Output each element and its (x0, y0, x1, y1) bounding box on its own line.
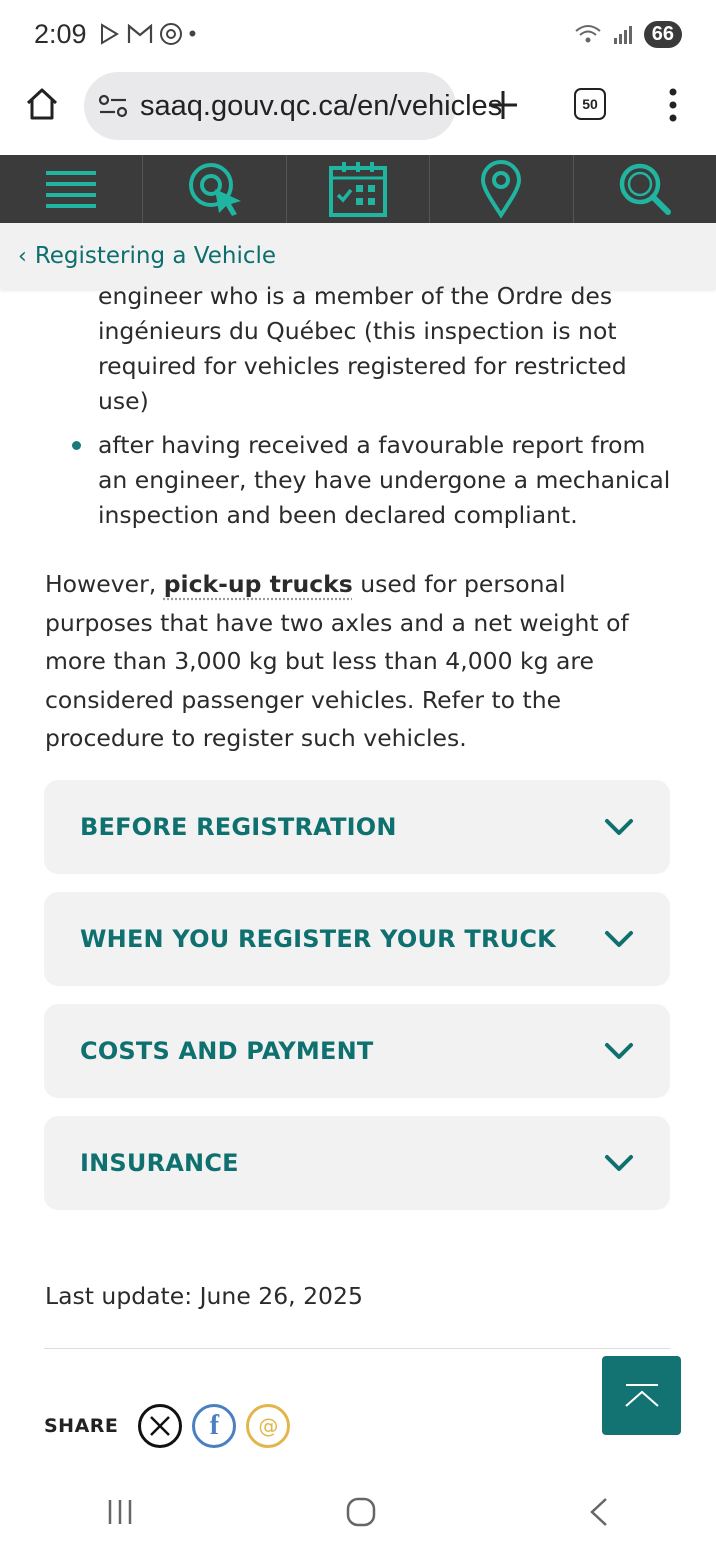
online-services-button[interactable] (143, 155, 286, 223)
para-lead: However, (45, 570, 157, 598)
facebook-icon: f (209, 1410, 220, 1441)
search-button[interactable] (574, 155, 716, 223)
more-options-icon[interactable] (666, 86, 680, 124)
chevron-down-icon (604, 817, 634, 837)
chevron-down-icon (604, 929, 634, 949)
accordion-title: WHEN YOU REGISTER YOUR TRUCK (80, 925, 556, 953)
tab-switcher-button[interactable] (574, 88, 606, 120)
home-nav-icon[interactable] (345, 1496, 377, 1528)
accordion-title: BEFORE REGISTRATION (80, 813, 397, 841)
divider (44, 1348, 670, 1349)
share-x-button[interactable] (138, 1404, 182, 1448)
para-line: purposes that have two axles and a net weight of (45, 608, 629, 637)
email-icon: @ (258, 1414, 279, 1438)
bullet-2-line: an engineer, they have undergone a mechanical (98, 466, 671, 494)
chevron-left-icon: ‹ (18, 243, 27, 269)
threads-icon (159, 22, 183, 46)
bullet-1-line: use) (98, 387, 149, 415)
site-settings-icon[interactable] (98, 93, 128, 119)
play-store-icon (97, 22, 121, 46)
notification-icons (97, 21, 197, 47)
share-label: SHARE (44, 1415, 119, 1437)
para-line: procedure to register such vehicles. (45, 724, 467, 752)
para-line1-rest: used for personal (360, 570, 566, 598)
wifi-icon (574, 23, 602, 45)
status-bar (0, 0, 716, 68)
status-dot: • (188, 21, 197, 46)
status-left (34, 19, 196, 50)
back-to-top-button[interactable] (602, 1356, 681, 1435)
new-tab-icon[interactable] (486, 88, 520, 122)
locations-button[interactable] (430, 155, 573, 223)
info-paragraph (45, 565, 685, 758)
bullet-list (0, 282, 716, 529)
bullet-dot (72, 441, 81, 450)
recent-apps-icon[interactable] (105, 1497, 135, 1527)
share-facebook-button[interactable] (192, 1404, 236, 1448)
accordion-title: INSURANCE (80, 1149, 239, 1177)
hamburger-icon (44, 167, 98, 211)
arrow-up-icon (622, 1382, 662, 1410)
status-right (574, 21, 682, 48)
bullet-2-line: after having received a favourable report from (98, 431, 646, 459)
share-email-button[interactable] (246, 1404, 290, 1448)
share-bar (44, 1404, 290, 1448)
accordion-costs-and-payment[interactable] (44, 1004, 670, 1098)
system-nav-bar (0, 1470, 716, 1554)
back-icon[interactable] (587, 1496, 611, 1528)
signal-icon (612, 23, 634, 45)
home-icon[interactable] (24, 86, 60, 122)
cursor-click-icon (185, 161, 245, 217)
tab-count: 50 (582, 96, 598, 112)
accordion-when-you-register[interactable] (44, 892, 670, 986)
bullet-item-2 (98, 428, 678, 533)
bullet-1-line: ingénieurs du Québec (this inspection is not (98, 317, 617, 345)
accordion-insurance[interactable] (44, 1116, 670, 1210)
map-pin-icon (480, 160, 522, 218)
para-line: considered passenger vehicles. Refer to the (45, 685, 562, 714)
appointment-button[interactable] (287, 155, 430, 223)
bullet-item-1 (98, 279, 678, 419)
bullet-1-line: engineer who is a member of the Ordre des (98, 282, 613, 310)
pick-up-trucks-term[interactable]: pick-up trucks (163, 570, 353, 598)
calendar-icon (328, 160, 388, 218)
address-bar[interactable] (84, 72, 503, 140)
search-icon (618, 162, 672, 216)
battery-level: 66 (644, 21, 682, 48)
chevron-down-icon (604, 1153, 634, 1173)
browser-toolbar (0, 68, 716, 154)
accordion-before-registration[interactable] (44, 780, 670, 874)
last-update: Last update: June 26, 2025 (45, 1282, 363, 1310)
accordion-title: COSTS AND PAYMENT (80, 1037, 374, 1065)
url-text: saaq.gouv.qc.ca/en/vehicles (140, 89, 503, 122)
para-line: more than 3,000 kg but less than 4,000 kg are (45, 647, 595, 675)
bullet-2-line: inspection and been declared compliant. (98, 501, 578, 529)
para-line (45, 565, 685, 604)
x-logo-icon (149, 1415, 171, 1437)
bullet-1-line: required for vehicles registered for restricted (98, 352, 627, 380)
gmail-icon (127, 23, 153, 45)
status-time: 2:09 (34, 18, 87, 49)
chevron-down-icon (604, 1041, 634, 1061)
menu-button[interactable] (0, 155, 143, 223)
breadcrumb-label: Registering a Vehicle (34, 243, 277, 269)
site-nav (0, 155, 716, 223)
